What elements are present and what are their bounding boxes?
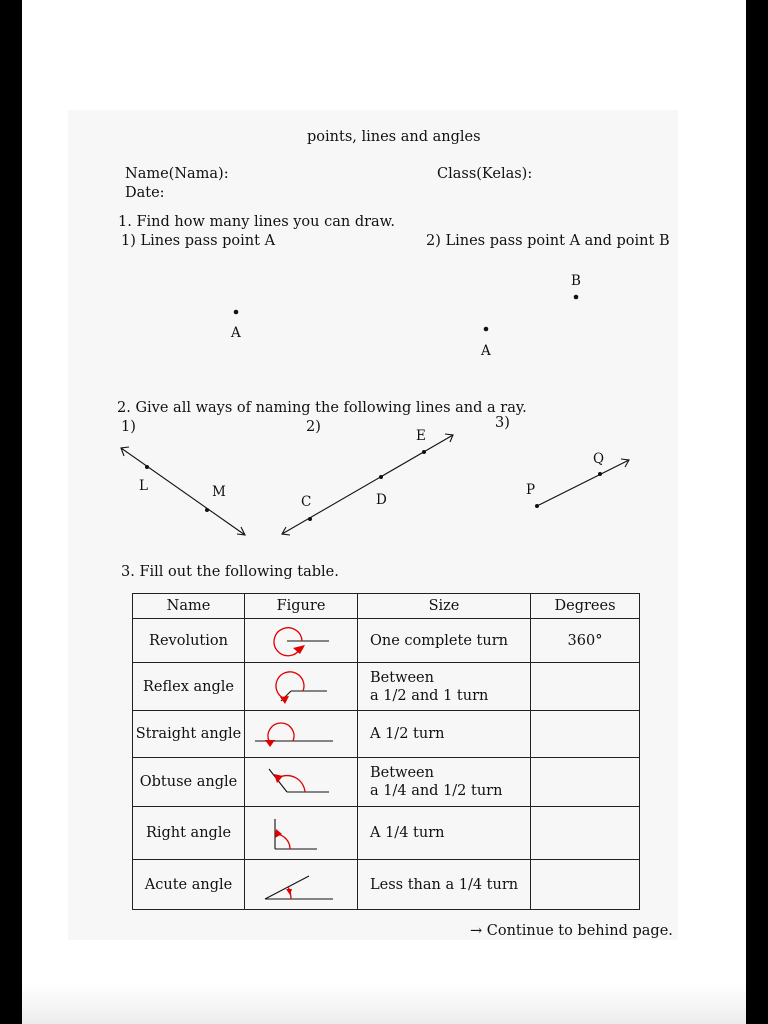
question-1-prompt: 1. Find how many lines you can draw. — [118, 214, 395, 230]
point-a-dot-2 — [484, 327, 489, 332]
question-2-sub-2: 2) — [306, 419, 321, 435]
point-a-label-2: A — [481, 343, 491, 359]
point-q-dot — [598, 472, 602, 476]
angles-table — [132, 593, 640, 910]
degrees-cell[interactable] — [531, 807, 640, 860]
table-row — [133, 758, 640, 807]
row-name: Revolution — [133, 619, 245, 663]
table-row — [133, 663, 640, 711]
column-header-degrees: Degrees — [531, 594, 640, 619]
point-d-dot — [379, 475, 383, 479]
size-text: A 1/4 turn — [370, 825, 445, 841]
point-b-dot — [574, 295, 579, 300]
degrees-cell[interactable] — [531, 758, 640, 807]
column-header-figure: Figure — [245, 594, 358, 619]
degrees-cell[interactable] — [531, 711, 640, 758]
point-e-label: E — [416, 428, 426, 444]
row-figure — [245, 860, 358, 910]
row-size — [358, 807, 531, 860]
point-m-dot — [205, 508, 209, 512]
question-2-sub-1: 1) — [121, 419, 136, 435]
reflex-angle-icon — [245, 665, 357, 709]
row-name: Obtuse angle — [133, 758, 245, 807]
row-size — [358, 758, 531, 807]
size-text: Less than a 1/4 turn — [370, 876, 519, 893]
line-cde — [282, 434, 453, 535]
point-e-dot — [422, 450, 426, 454]
revolution-angle-icon — [245, 621, 357, 661]
row-name: Reflex angle — [133, 663, 245, 711]
question-2-prompt: 2. Give all ways of naming the following lines and a ray. — [117, 400, 527, 416]
question-2-sub-3: 3) — [495, 415, 510, 431]
degrees-cell[interactable] — [531, 860, 640, 910]
row-figure — [245, 663, 358, 711]
size-text: a 1/4 and 1/2 turn — [370, 783, 503, 799]
point-l-dot — [145, 465, 149, 469]
continue-note: → Continue to behind page. — [470, 923, 673, 939]
row-figure — [245, 711, 358, 758]
point-c-label: C — [301, 494, 312, 510]
point-d-label: D — [376, 492, 387, 508]
question-1-part-2: 2) Lines pass point A and point B — [426, 233, 670, 249]
row-figure — [245, 758, 358, 807]
row-size — [358, 860, 531, 910]
size-text: a 1/2 and 1 turn — [370, 687, 489, 704]
point-c-dot — [308, 517, 312, 521]
column-header-name: Name — [133, 594, 245, 619]
ray-pq — [537, 459, 629, 506]
point-p-label: P — [526, 482, 536, 498]
straight-angle-icon — [245, 714, 357, 754]
point-l-label: L — [139, 478, 148, 494]
table-row — [133, 711, 640, 758]
table-header-row — [133, 594, 640, 619]
degrees-cell[interactable] — [531, 663, 640, 711]
row-figure — [245, 619, 358, 663]
row-name: Acute angle — [133, 860, 245, 910]
row-figure — [245, 807, 358, 860]
table-row — [133, 807, 640, 860]
class-label: Class(Kelas): — [437, 166, 533, 182]
obtuse-angle-icon — [245, 760, 357, 804]
point-a-dot-1 — [234, 310, 239, 315]
row-size — [358, 663, 531, 711]
size-text: One complete turn — [370, 632, 508, 649]
size-text: Between — [370, 669, 434, 686]
row-name: Straight angle — [133, 711, 245, 758]
size-text: Between — [370, 765, 434, 781]
size-text: A 1/2 turn — [370, 726, 445, 742]
row-size — [358, 619, 531, 663]
date-label: Date: — [125, 185, 165, 201]
name-label: Name(Nama): — [125, 166, 229, 182]
line-lm — [121, 447, 245, 535]
question-3-prompt: 3. Fill out the following table. — [121, 564, 339, 580]
point-q-label: Q — [593, 451, 605, 467]
row-name: Right angle — [133, 807, 245, 860]
point-b-label: B — [571, 273, 581, 289]
column-header-size: Size — [358, 594, 531, 619]
question-1-part-1: 1) Lines pass point A — [121, 233, 276, 249]
row-size — [358, 711, 531, 758]
page-title: points, lines and angles — [307, 129, 481, 145]
point-a-label-1: A — [231, 325, 241, 341]
point-p-dot — [535, 504, 539, 508]
acute-angle-icon — [245, 863, 357, 907]
degrees-cell[interactable]: 360° — [531, 619, 640, 663]
table-row — [133, 619, 640, 663]
table-row — [133, 860, 640, 910]
right-angle-icon — [245, 809, 357, 857]
point-m-label: M — [212, 484, 226, 500]
